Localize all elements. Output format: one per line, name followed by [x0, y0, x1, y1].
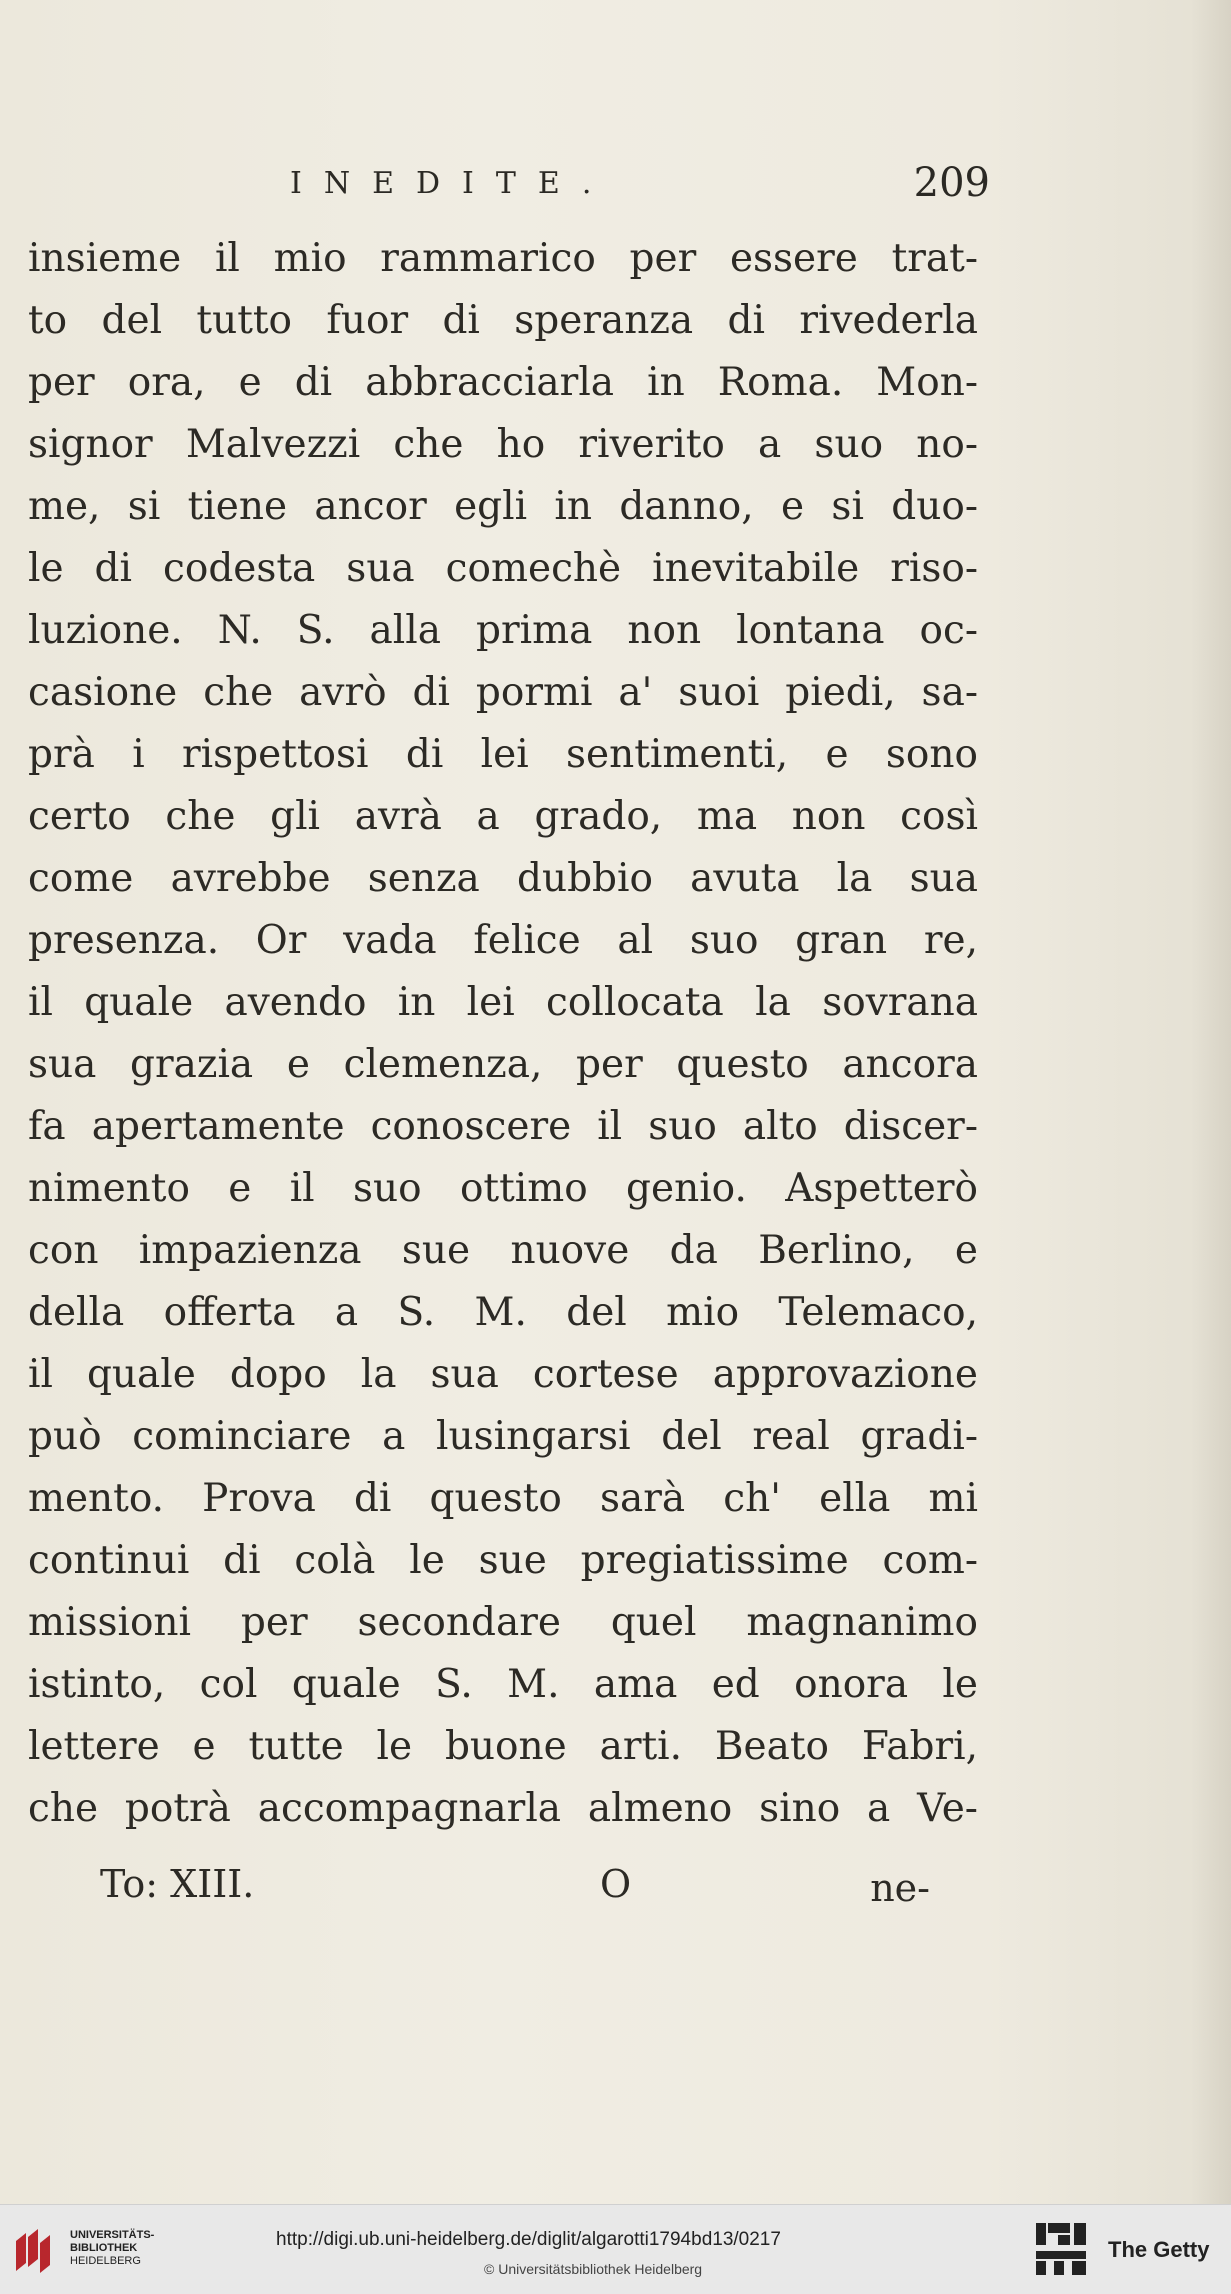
page-edge-shadow: [1191, 0, 1231, 2204]
text-line: che potrà accompagnarla almeno sino a Ve-: [28, 1786, 978, 1831]
text-line: prà i rispettosi di lei sentimenti, e sono: [28, 732, 978, 777]
text-line: per ora, e di abbracciarla in Roma. Mon-: [28, 360, 978, 405]
permalink-url[interactable]: http://digi.ub.uni-heidelberg.de/diglit/algarotti1794bd13/0217: [276, 2229, 781, 2250]
text-line: insieme il mio rammarico per essere trat-: [28, 236, 978, 281]
getty-name: The Getty: [1108, 2237, 1210, 2262]
getty-logo-icon[interactable]: [1034, 2221, 1088, 2277]
text-line: della offerta a S. M. del mio Telemaco,: [28, 1290, 978, 1335]
text-line: luzione. N. S. alla prima non lontana oc-: [28, 608, 978, 653]
text-line: il quale avendo in lei collocata la sovrana: [28, 980, 978, 1025]
volume-signature: To: XIII.: [100, 1862, 255, 1906]
page-number: 209: [913, 160, 990, 206]
body-text: [28, 228, 978, 1840]
university-library-logo-icon[interactable]: [12, 2227, 58, 2277]
copyright-notice: © Universitätsbibliothek Heidelberg: [484, 2261, 703, 2277]
text-line: istinto, col quale S. M. ama ed onora le: [28, 1662, 978, 1707]
text-line: casione che avrò di pormi a' suoi piedi, sa-: [28, 670, 978, 715]
text-line: le di codesta sua comechè inevitabile riso-: [28, 546, 978, 591]
text-line: fa apertamente conoscere il suo alto discer-: [28, 1104, 978, 1149]
library-name: [70, 2229, 154, 2268]
running-title: INEDITE.: [290, 166, 614, 201]
library-name-line: UNIVERSITÄTS-: [70, 2229, 155, 2241]
text-line: to del tutto fuor di speranza di rivederla: [28, 298, 978, 343]
text-line: come avrebbe senza dubbio avuta la sua: [28, 856, 978, 901]
page-footer: [100, 1862, 930, 1922]
text-line: me, si tiene ancor egli in danno, e si duo-: [28, 484, 978, 529]
text-line: missioni per secondare quel magnanimo: [28, 1600, 978, 1645]
text-line: con impazienza sue nuove da Berlino, e: [28, 1228, 978, 1273]
library-name-line: HEIDELBERG: [70, 2255, 141, 2267]
text-line: presenza. Or vada felice al suo gran re,: [28, 918, 978, 963]
signature-mark: O: [600, 1862, 632, 1906]
text-line: continui di colà le sue pregiatissime com-: [28, 1538, 978, 1583]
text-line: mento. Prova di questo sarà ch' ella mi: [28, 1476, 978, 1521]
text-line: il quale dopo la sua cortese approvazione: [28, 1352, 978, 1397]
viewer-footer-bar: [0, 2204, 1231, 2294]
library-name-line: BIBLIOTHEK: [70, 2242, 138, 2254]
text-line: nimento e il suo ottimo genio. Aspetterò: [28, 1166, 978, 1211]
text-line: signor Malvezzi che ho riverito a suo no-: [28, 422, 978, 467]
catchword: ne-: [870, 1866, 930, 1910]
text-line: può cominciare a lusingarsi del real gradi-: [28, 1414, 978, 1459]
text-line: lettere e tutte le buone arti. Beato Fabri,: [28, 1724, 978, 1769]
text-line: sua grazia e clemenza, per questo ancora: [28, 1042, 978, 1087]
page-header: [290, 158, 990, 218]
text-line: certo che gli avrà a grado, ma non così: [28, 794, 978, 839]
